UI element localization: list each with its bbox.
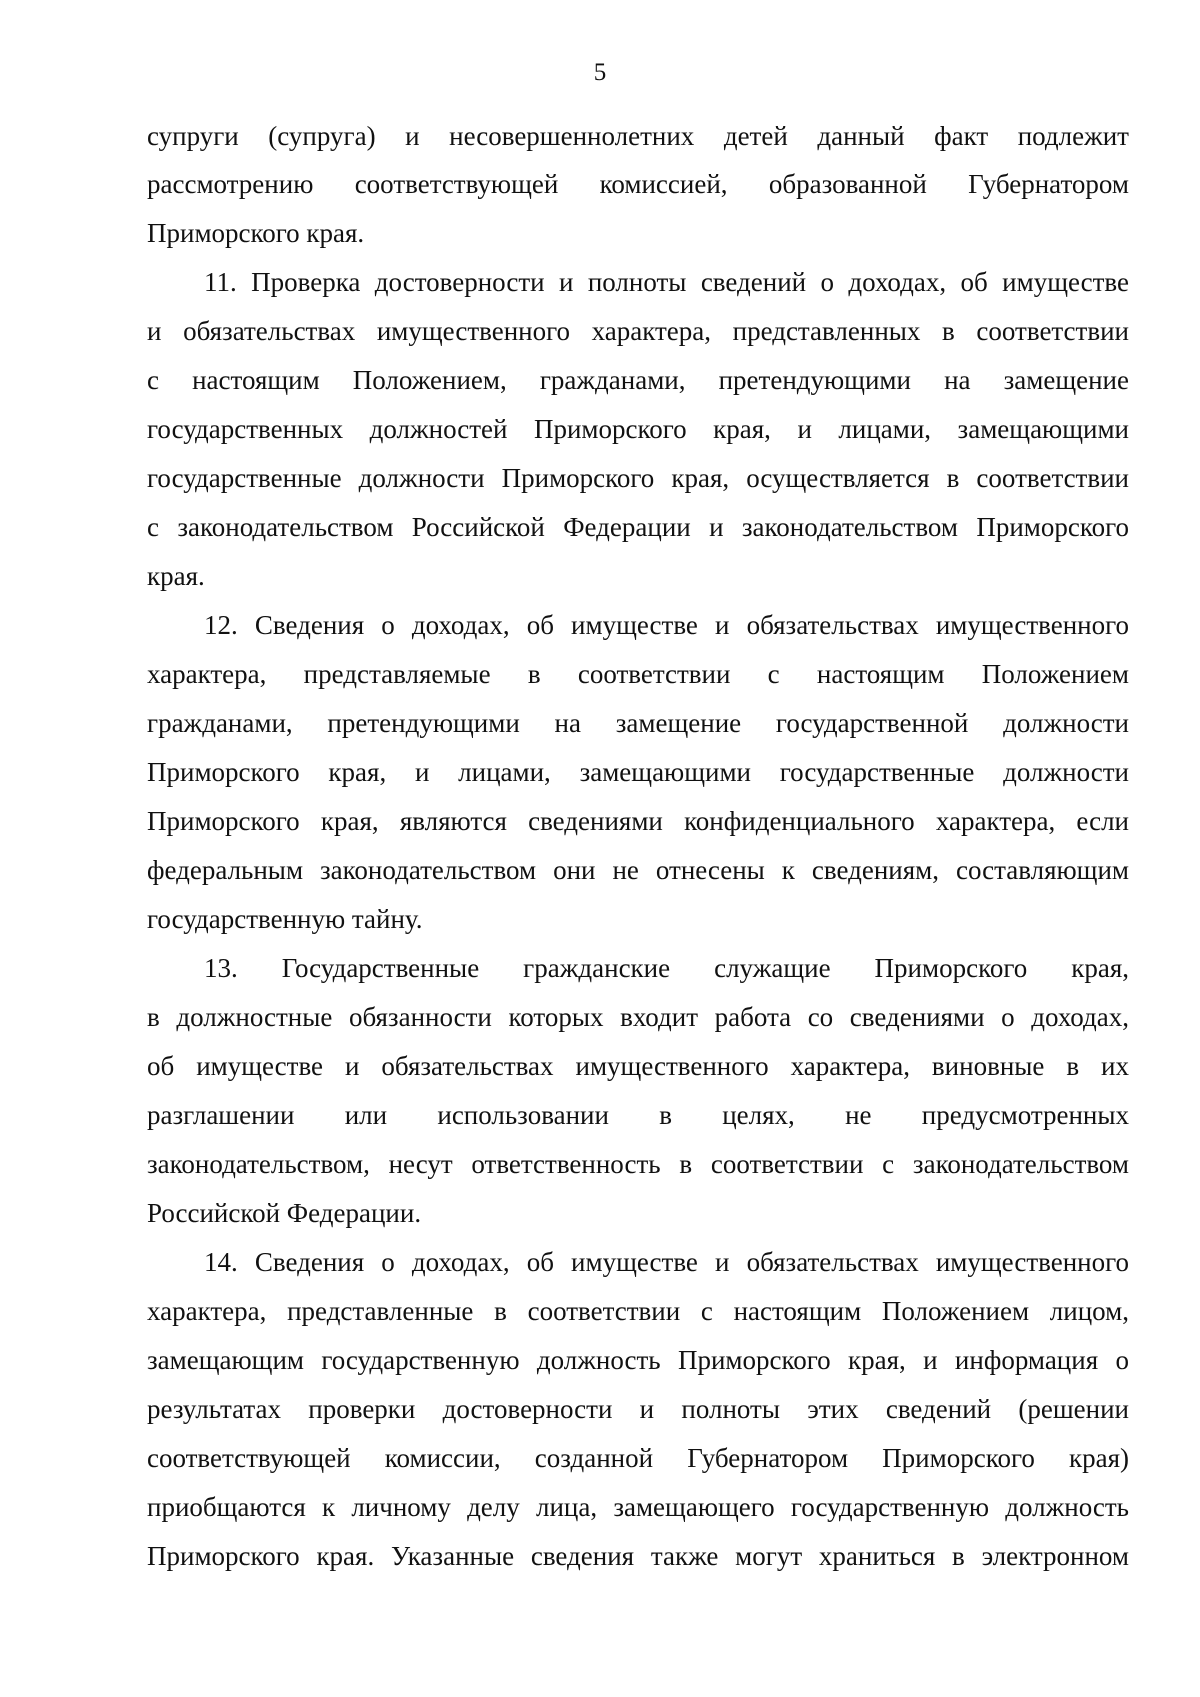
paragraph-14-line-1: 14. Сведения о доходах, об имуществе и обязательствах имущественного	[204, 1247, 1129, 1277]
paragraph-14-line-2: характера, представленные в соответствии с настоящим Положением лицом,	[147, 1296, 1129, 1326]
paragraph-11-line-2: и обязательствах имущественного характера, представленных в соответствии	[147, 316, 1129, 346]
paragraph-12-line-7: государственную тайну.	[147, 904, 423, 934]
paragraph-13-line-3: об имуществе и обязательствах имущественного характера, виновные в их	[147, 1051, 1129, 1081]
paragraph-14-line-4: результатах проверки достоверности и полноты этих сведений (решении	[147, 1394, 1129, 1424]
paragraph-13-line-4: разглашении или использовании в целях, не предусмотренных	[147, 1100, 1129, 1130]
paragraph-11-line-4: государственных должностей Приморского края, и лицами, замещающими	[147, 414, 1129, 444]
paragraph-11-line-5: государственные должности Приморского края, осуществляется в соответствии	[147, 463, 1129, 493]
paragraph-14-line-6: приобщаются к личному делу лица, замещающего государственную должность	[147, 1492, 1129, 1522]
paragraph-13-line-2: в должностные обязанности которых входит работа со сведениями о доходах,	[147, 1002, 1129, 1032]
paragraph-10-line-1: супруги (супруга) и несовершеннолетних детей данный факт подлежит	[147, 121, 1129, 151]
paragraph-12-line-3: гражданами, претендующими на замещение государственной должности	[147, 708, 1129, 738]
paragraph-12-line-4: Приморского края, и лицами, замещающими государственные должности	[147, 757, 1129, 787]
paragraph-11-line-1: 11. Проверка достоверности и полноты сведений о доходах, об имуществе	[204, 267, 1129, 297]
paragraph-10-line-3: Приморского края.	[147, 218, 365, 248]
paragraph-11-line-3: с настоящим Положением, гражданами, претендующими на замещение	[147, 365, 1129, 395]
paragraph-14-line-3: замещающим государственную должность Приморского края, и информация о	[147, 1345, 1129, 1375]
paragraph-11-line-6: с законодательством Российской Федерации и законодательством Приморского	[147, 512, 1129, 542]
paragraph-13-line-6: Российской Федерации.	[147, 1198, 422, 1228]
paragraph-11-line-7: края.	[147, 561, 205, 591]
paragraph-14-line-7: Приморского края. Указанные сведения также могут храниться в электронном	[147, 1541, 1129, 1571]
paragraph-10-line-2: рассмотрению соответствующей комиссией, образованной Губернатором	[147, 169, 1129, 199]
paragraph-12-line-5: Приморского края, являются сведениями конфиденциального характера, если	[147, 806, 1129, 836]
page-number: 5	[593, 59, 607, 86]
paragraph-12-line-6: федеральным законодательством они не отнесены к сведениям, составляющим	[147, 855, 1129, 885]
paragraph-12-line-1: 12. Сведения о доходах, об имуществе и обязательствах имущественного	[204, 610, 1129, 640]
paragraph-13-line-5: законодательством, несут ответственность в соответствии с законодательством	[147, 1149, 1129, 1179]
paragraph-13-line-1: 13. Государственные гражданские служащие Приморского края,	[204, 953, 1129, 983]
paragraph-12-line-2: характера, представляемые в соответствии с настоящим Положением	[147, 659, 1129, 689]
paragraph-14-line-5: соответствующей комиссии, созданной Губернатором Приморского края)	[147, 1443, 1129, 1473]
